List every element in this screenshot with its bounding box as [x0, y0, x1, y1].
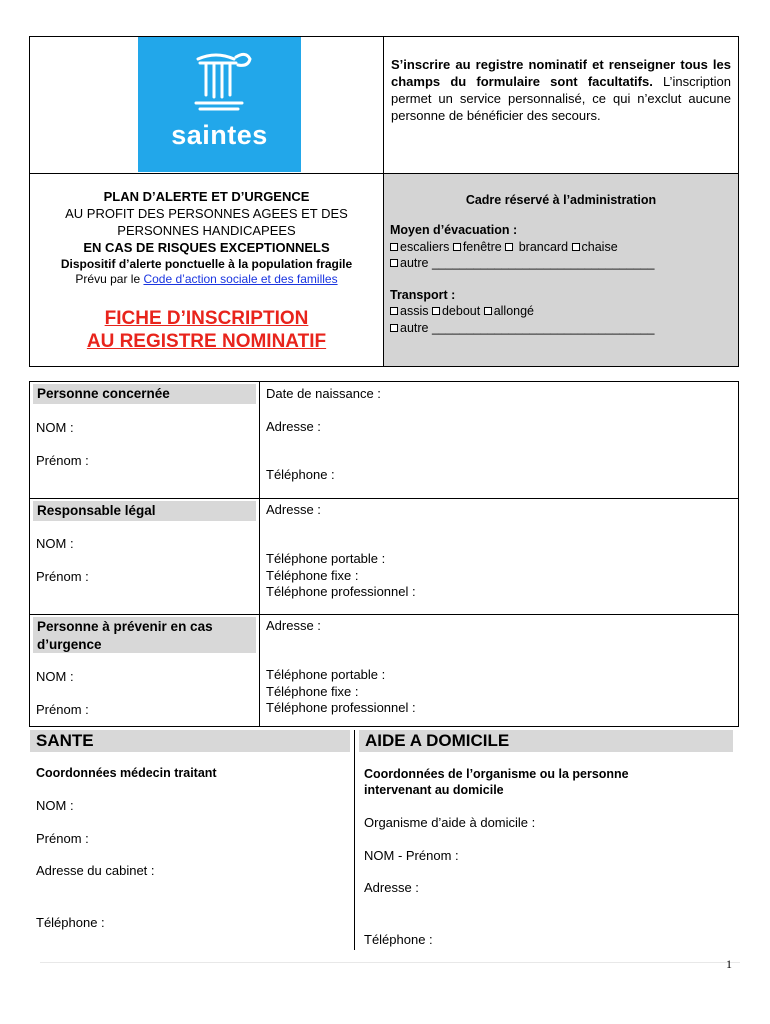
- legal-mobile-field[interactable]: Téléphone portable :: [266, 551, 386, 566]
- evacuation-label: Moyen d’évacuation :: [390, 223, 518, 238]
- aide-address-field[interactable]: Adresse :: [364, 880, 419, 895]
- legal-pro-field[interactable]: Téléphone professionnel :: [266, 584, 416, 599]
- medecin-nom-field[interactable]: NOM :: [36, 798, 74, 813]
- option-chaise: chaise: [581, 239, 618, 254]
- checkbox-fenetre[interactable]: [453, 243, 461, 251]
- fiche-title: [30, 307, 383, 353]
- checkbox-escaliers[interactable]: [390, 243, 398, 251]
- personne-prevenir-header: Personne à prévenir en cas d’urgence: [33, 617, 256, 653]
- row-divider-1: [30, 498, 738, 499]
- footer-divider: [40, 962, 740, 963]
- legal-prenom-field[interactable]: Prénom :: [36, 569, 89, 584]
- aide-org-field[interactable]: Organisme d’aide à domicile :: [364, 815, 536, 830]
- evacuation-options: [390, 239, 738, 255]
- plan-line-6: [30, 272, 383, 288]
- legal-fixe-field[interactable]: Téléphone fixe :: [266, 568, 359, 583]
- plan-line-4: EN CAS DE RISQUES EXCEPTIONNELS: [83, 239, 330, 255]
- saintes-logo: [138, 37, 301, 172]
- urgent-address-field[interactable]: Adresse :: [266, 618, 321, 633]
- transport-options: [390, 303, 738, 319]
- evac-other-label: autre ________________________________: [400, 255, 655, 270]
- personne-concernee-header: Personne concernée: [33, 384, 256, 404]
- admin-box: [384, 174, 738, 366]
- medecin-phone-field[interactable]: Téléphone :: [36, 915, 105, 930]
- intro-bold: S’inscrire au registre nominatif et renseigner tous les champs du formulaire sont facultatifs.: [391, 57, 731, 89]
- plan-line-2: AU PROFIT DES PERSONNES AGEES ET DES: [65, 205, 348, 221]
- plan-line-6-prefix: Prévu par le: [75, 272, 144, 287]
- person-prenom-field[interactable]: Prénom :: [36, 453, 89, 468]
- contacts-divider-vertical: [259, 382, 260, 726]
- fiche-title-line-2: AU REGISTRE NOMINATIF: [86, 331, 327, 353]
- option-escaliers: escaliers: [400, 239, 450, 254]
- checkbox-transport-autre[interactable]: [390, 324, 398, 332]
- checkbox-evac-autre[interactable]: [390, 259, 398, 267]
- checkbox-assis[interactable]: [390, 307, 398, 315]
- checkbox-brancard[interactable]: [505, 243, 513, 251]
- transport-other: [390, 320, 738, 336]
- option-brancard: brancard: [518, 239, 569, 254]
- header-table: [29, 36, 739, 367]
- medecin-cabinet-field[interactable]: Adresse du cabinet :: [36, 863, 155, 878]
- option-fenetre: fenêtre: [462, 239, 502, 254]
- transport-label: Transport :: [390, 288, 456, 302]
- option-allonge: allongé: [493, 304, 535, 319]
- option-debout: debout: [441, 304, 481, 319]
- person-birthdate-field[interactable]: Date de naissance :: [266, 386, 381, 401]
- row-divider-2: [30, 614, 738, 615]
- plan-line-3: PERSONNES HANDICAPEES: [117, 222, 296, 238]
- urgent-prenom-field[interactable]: Prénom :: [36, 702, 89, 717]
- medecin-subtitle: Coordonnées médecin traitant: [36, 766, 217, 780]
- legal-nom-field[interactable]: NOM :: [36, 536, 74, 551]
- plan-title: PLAN D’ALERTE ET D’URGENCE: [103, 189, 310, 204]
- code-action-sociale-link[interactable]: Code d’action sociale et des familles: [143, 272, 338, 287]
- legal-address-field[interactable]: Adresse :: [266, 502, 321, 517]
- checkbox-debout[interactable]: [432, 307, 440, 315]
- plan-line-5: Dispositif d’alerte ponctuelle à la population fragile: [60, 256, 353, 271]
- contacts-table: [29, 381, 739, 727]
- plan-block: [30, 189, 383, 288]
- checkbox-chaise[interactable]: [572, 243, 580, 251]
- sante-header: SANTE: [30, 730, 350, 752]
- checkbox-allonge[interactable]: [484, 307, 492, 315]
- responsable-legal-header: Responsable légal: [33, 501, 256, 521]
- fiche-title-line-1: FICHE D’INSCRIPTION: [104, 308, 309, 329]
- person-address-field[interactable]: Adresse :: [266, 419, 321, 434]
- evacuation-other: [390, 255, 738, 271]
- admin-title: Cadre réservé à l’administration: [465, 193, 657, 207]
- medecin-prenom-field[interactable]: Prénom :: [36, 831, 89, 846]
- urgent-fixe-field[interactable]: Téléphone fixe :: [266, 684, 359, 699]
- option-assis: assis: [400, 304, 429, 319]
- urgent-pro-field[interactable]: Téléphone professionnel :: [266, 700, 416, 715]
- urgent-mobile-field[interactable]: Téléphone portable :: [266, 667, 386, 682]
- intro-normal: L’inscription permet un service personnalisé, ce qui n’exclut aucune personne de bénéficier des secours.: [391, 73, 731, 123]
- person-phone-field[interactable]: Téléphone :: [266, 467, 335, 482]
- aide-subtitle: Coordonnées de l’organisme ou la personne intervenant au domicile: [364, 767, 629, 798]
- aide-phone-field[interactable]: Téléphone :: [364, 932, 433, 947]
- intro-text: [391, 57, 731, 125]
- transport-other-label: autre ________________________________: [400, 320, 655, 335]
- logo-text: saintes: [171, 120, 268, 150]
- aide-domicile-header: AIDE A DOMICILE: [359, 730, 733, 752]
- person-nom-field[interactable]: NOM :: [36, 420, 74, 435]
- urgent-nom-field[interactable]: NOM :: [36, 669, 74, 684]
- page-number: 1: [726, 957, 732, 971]
- sante-aide-divider: [354, 730, 355, 950]
- aide-nom-prenom-field[interactable]: NOM - Prénom :: [364, 848, 459, 863]
